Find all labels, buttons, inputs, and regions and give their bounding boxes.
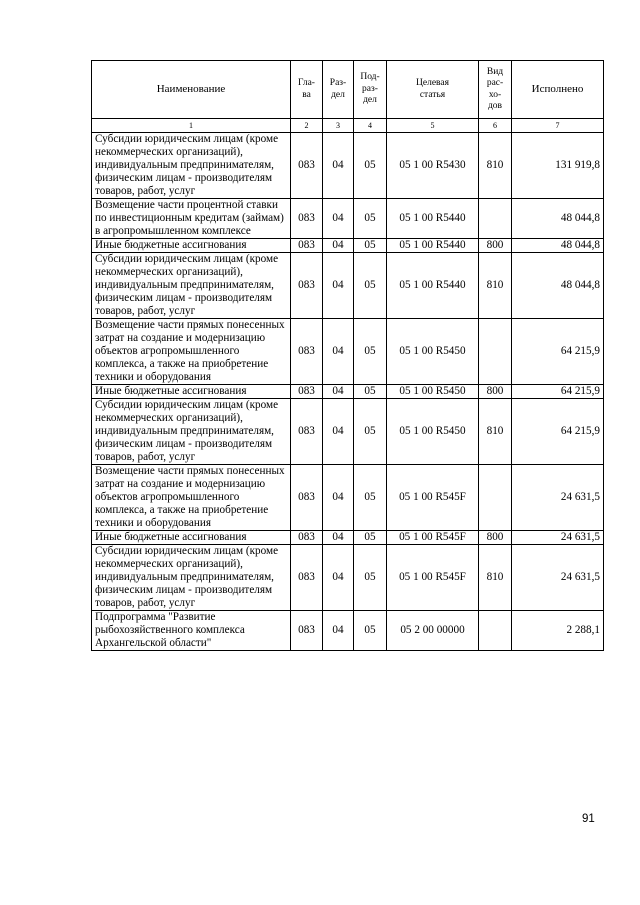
- row-section: 04: [323, 199, 354, 239]
- table-body: [92, 133, 604, 651]
- row-subsection: 05: [354, 545, 387, 611]
- row-name: Возмещение части процентной ставки по инвестиционным кредитам (займам) в агропромышленном комплексе: [92, 199, 291, 239]
- header-expense-type: Вид рас- хо- дов: [479, 61, 512, 119]
- row-executed: 2 288,1: [512, 611, 604, 651]
- row-executed: 64 215,9: [512, 399, 604, 465]
- row-target-article: 05 1 00 R5440: [387, 239, 479, 253]
- row-chapter: 083: [291, 133, 323, 199]
- row-target-article: 05 1 00 R545F: [387, 545, 479, 611]
- row-target-article: 05 1 00 R5450: [387, 319, 479, 385]
- row-expense-type: 810: [479, 545, 512, 611]
- row-expense-type: 800: [479, 385, 512, 399]
- row-chapter: 083: [291, 399, 323, 465]
- row-subsection: 05: [354, 133, 387, 199]
- column-number: 6: [479, 119, 512, 133]
- row-section: 04: [323, 239, 354, 253]
- header-executed: Исполнено: [512, 61, 604, 119]
- row-executed: 64 215,9: [512, 319, 604, 385]
- row-section: 04: [323, 385, 354, 399]
- row-executed: 24 631,5: [512, 545, 604, 611]
- row-target-article: 05 1 00 R545F: [387, 465, 479, 531]
- table-row: [92, 531, 604, 545]
- row-section: 04: [323, 611, 354, 651]
- row-chapter: 083: [291, 199, 323, 239]
- table-row: [92, 465, 604, 531]
- row-target-article: 05 1 00 R5450: [387, 385, 479, 399]
- row-chapter: 083: [291, 545, 323, 611]
- row-subsection: 05: [354, 319, 387, 385]
- row-expense-type: [479, 319, 512, 385]
- table-row: [92, 253, 604, 319]
- row-expense-type: [479, 465, 512, 531]
- row-section: 04: [323, 253, 354, 319]
- row-executed: 48 044,8: [512, 239, 604, 253]
- row-executed: 24 631,5: [512, 465, 604, 531]
- row-expense-type: 810: [479, 253, 512, 319]
- row-expense-type: 810: [479, 399, 512, 465]
- row-expense-type: 800: [479, 239, 512, 253]
- row-expense-type: 800: [479, 531, 512, 545]
- row-subsection: 05: [354, 199, 387, 239]
- row-chapter: 083: [291, 239, 323, 253]
- row-name: Иные бюджетные ассигнования: [92, 385, 291, 399]
- row-name: Подпрограмма "Развитие рыбохозяйственного комплекса Архангельской области": [92, 611, 291, 651]
- column-number: 7: [512, 119, 604, 133]
- table-row: [92, 399, 604, 465]
- row-section: 04: [323, 399, 354, 465]
- row-name: Иные бюджетные ассигнования: [92, 239, 291, 253]
- table-row: [92, 199, 604, 239]
- row-target-article: 05 1 00 R5440: [387, 253, 479, 319]
- row-name: Субсидии юридическим лицам (кроме некоммерческих организаций), индивидуальным предпринимателям, физическим лицам - производителям товаров, работ, услуг: [92, 545, 291, 611]
- row-name: Субсидии юридическим лицам (кроме некоммерческих организаций), индивидуальным предпринимателям, физическим лицам - производителям товаров, работ, услуг: [92, 133, 291, 199]
- row-subsection: 05: [354, 253, 387, 319]
- table-row: [92, 319, 604, 385]
- row-subsection: 05: [354, 385, 387, 399]
- column-number: 5: [387, 119, 479, 133]
- budget-table: [91, 60, 604, 651]
- row-chapter: 083: [291, 611, 323, 651]
- table-row: [92, 133, 604, 199]
- row-executed: 24 631,5: [512, 531, 604, 545]
- column-number: 1: [92, 119, 291, 133]
- table-row: [92, 545, 604, 611]
- column-number: 2: [291, 119, 323, 133]
- row-target-article: 05 1 00 R5440: [387, 199, 479, 239]
- row-executed: 48 044,8: [512, 199, 604, 239]
- header-name: Наименование: [92, 61, 291, 119]
- header-target-article: Целевая статья: [387, 61, 479, 119]
- row-subsection: 05: [354, 239, 387, 253]
- row-section: 04: [323, 133, 354, 199]
- row-chapter: 083: [291, 385, 323, 399]
- table-row: [92, 385, 604, 399]
- row-subsection: 05: [354, 611, 387, 651]
- row-subsection: 05: [354, 465, 387, 531]
- row-target-article: 05 1 00 R5450: [387, 399, 479, 465]
- header-chapter: Гла- ва: [291, 61, 323, 119]
- table-row: [92, 611, 604, 651]
- table-row: [92, 239, 604, 253]
- header-subsection: Под- раз- дел: [354, 61, 387, 119]
- row-name: Субсидии юридическим лицам (кроме некоммерческих организаций), индивидуальным предпринимателям, физическим лицам - производителям товаров, работ, услуг: [92, 399, 291, 465]
- row-target-article: 05 2 00 00000: [387, 611, 479, 651]
- row-executed: 48 044,8: [512, 253, 604, 319]
- row-name: Возмещение части прямых понесенных затрат на создание и модернизацию объектов агропромышленного комплекса, а также на приобретение техники и оборудования: [92, 465, 291, 531]
- row-name: Возмещение части прямых понесенных затрат на создание и модернизацию объектов агропромышленного комплекса, а также на приобретение техники и оборудования: [92, 319, 291, 385]
- column-number: 4: [354, 119, 387, 133]
- row-target-article: 05 1 00 R5430: [387, 133, 479, 199]
- row-name: Субсидии юридическим лицам (кроме некоммерческих организаций), индивидуальным предпринимателям, физическим лицам - производителям товаров, работ, услуг: [92, 253, 291, 319]
- row-target-article: 05 1 00 R545F: [387, 531, 479, 545]
- row-section: 04: [323, 531, 354, 545]
- row-name: Иные бюджетные ассигнования: [92, 531, 291, 545]
- column-number: 3: [323, 119, 354, 133]
- row-expense-type: 810: [479, 133, 512, 199]
- row-chapter: 083: [291, 319, 323, 385]
- row-subsection: 05: [354, 531, 387, 545]
- row-chapter: 083: [291, 531, 323, 545]
- page-number: 91: [582, 813, 595, 825]
- row-executed: 64 215,9: [512, 385, 604, 399]
- column-number-row: [92, 119, 604, 133]
- row-executed: 131 919,8: [512, 133, 604, 199]
- row-expense-type: [479, 611, 512, 651]
- row-section: 04: [323, 319, 354, 385]
- row-subsection: 05: [354, 399, 387, 465]
- row-section: 04: [323, 545, 354, 611]
- header-row: [92, 61, 604, 119]
- header-section: Раз- дел: [323, 61, 354, 119]
- row-chapter: 083: [291, 465, 323, 531]
- row-expense-type: [479, 199, 512, 239]
- row-chapter: 083: [291, 253, 323, 319]
- row-section: 04: [323, 465, 354, 531]
